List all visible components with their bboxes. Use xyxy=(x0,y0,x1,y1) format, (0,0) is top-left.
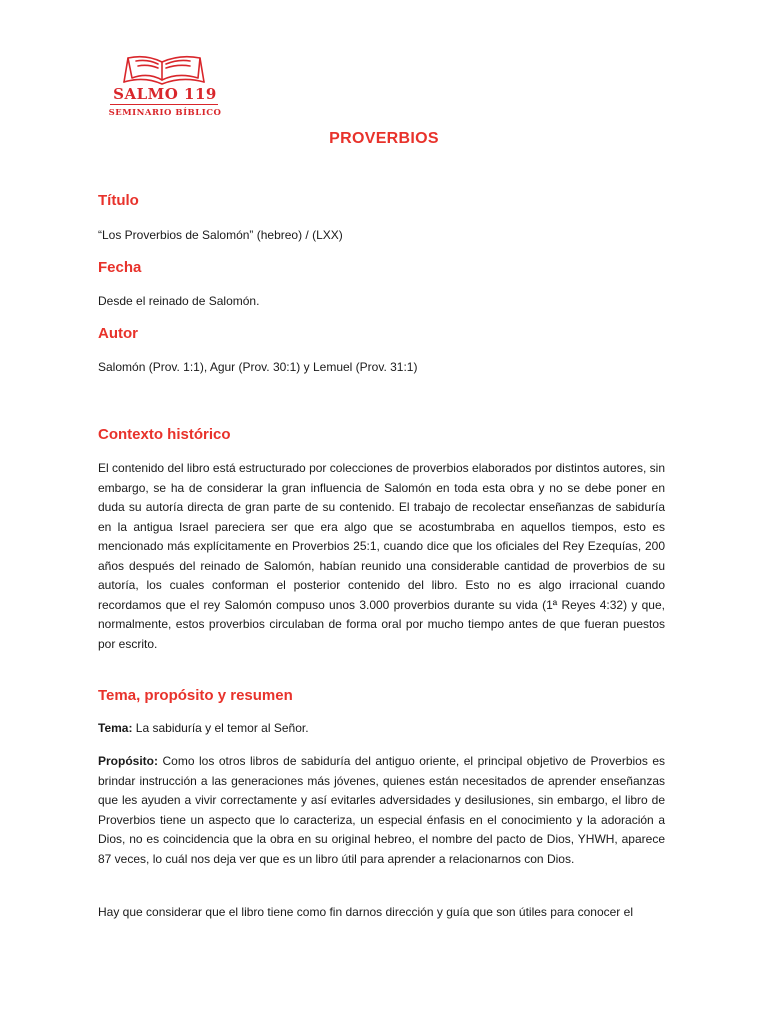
open-bible-icon xyxy=(118,52,210,86)
paragraph-autor: Salomón (Prov. 1:1), Agur (Prov. 30:1) y Lemuel (Prov. 31:1) xyxy=(98,360,418,374)
heading-fecha: Fecha xyxy=(98,259,142,276)
document-title: PROVERBIOS xyxy=(329,130,439,147)
seminary-logo xyxy=(106,52,224,122)
heading-titulo: Título xyxy=(98,192,139,209)
logo-divider xyxy=(110,104,218,105)
proposito-label: Propósito: xyxy=(98,754,158,768)
logo-subtitle: SEMINARIO BÍBLICO xyxy=(108,108,222,118)
paragraph-proposito xyxy=(98,752,665,869)
heading-autor: Autor xyxy=(98,325,138,342)
proposito-text: Como los otros libros de sabiduría del antiguo oriente, el principal objetivo de Proverbios es brindar instrucción a las generaciones más jóvenes, quienes están necesitados de aprender enseñanzas que les ayuden a vivir correctamente y así evitarles adversidades y desilusiones, sin embargo, el libro de Proverbios tiene un aspecto que lo caracteriza, un especial énfasis en el conocimiento y la adoración a Dios, no es coincidencia que la obra en su original hebreo, el nombre del pacto de Dios, YHWH, aparece 87 veces, lo cuál nos deja ver que es un libro útil para aprender a relacionarnos con Dios. xyxy=(98,754,665,866)
paragraph-final: Hay que considerar que el libro tiene como fin darnos dirección y guía que son útiles para conocer el xyxy=(98,905,633,919)
logo-title: SALMO 119 xyxy=(113,85,217,103)
paragraph-fecha: Desde el reinado de Salomón. xyxy=(98,294,260,308)
paragraph-tema xyxy=(98,719,665,739)
heading-tema: Tema, propósito y resumen xyxy=(98,687,293,704)
heading-contexto: Contexto histórico xyxy=(98,426,231,443)
tema-label: Tema: xyxy=(98,721,133,735)
tema-text: La sabiduría y el temor al Señor. xyxy=(132,721,309,735)
paragraph-titulo: “Los Proverbios de Salomón” (hebreo) / (LXX) xyxy=(98,228,343,242)
paragraph-contexto: El contenido del libro está estructurado por colecciones de proverbios elaborados por distintos autores, sin embargo, se ha de considerar la gran influencia de Salomón en toda esta obra y no se debe poner en duda su autoría directa de gran parte de su contenido. El trabajo de recolectar enseñanzas de sabiduría en la antigua Israel pareciera ser que era algo que se acostumbraba en aquellos tiempos, esto es mencionado más explícitamente en Proverbios 25:1, cuando dice que los oficiales del Rey Ezequías, 200 años después del reinado de Salomón, habían reunido una considerable cantidad de proverbios de su autoría, los cuales conforman el posterior contenido del libro. Esto no es algo irracional cuando recordamos que el rey Salomón compuso unos 3.000 proverbios durante su vida (1ª Reyes 4:32) y que, normalmente, estos proverbios circulaban de forma oral por mucho tiempo antes de que fueran puestos por escrito. xyxy=(98,461,665,651)
